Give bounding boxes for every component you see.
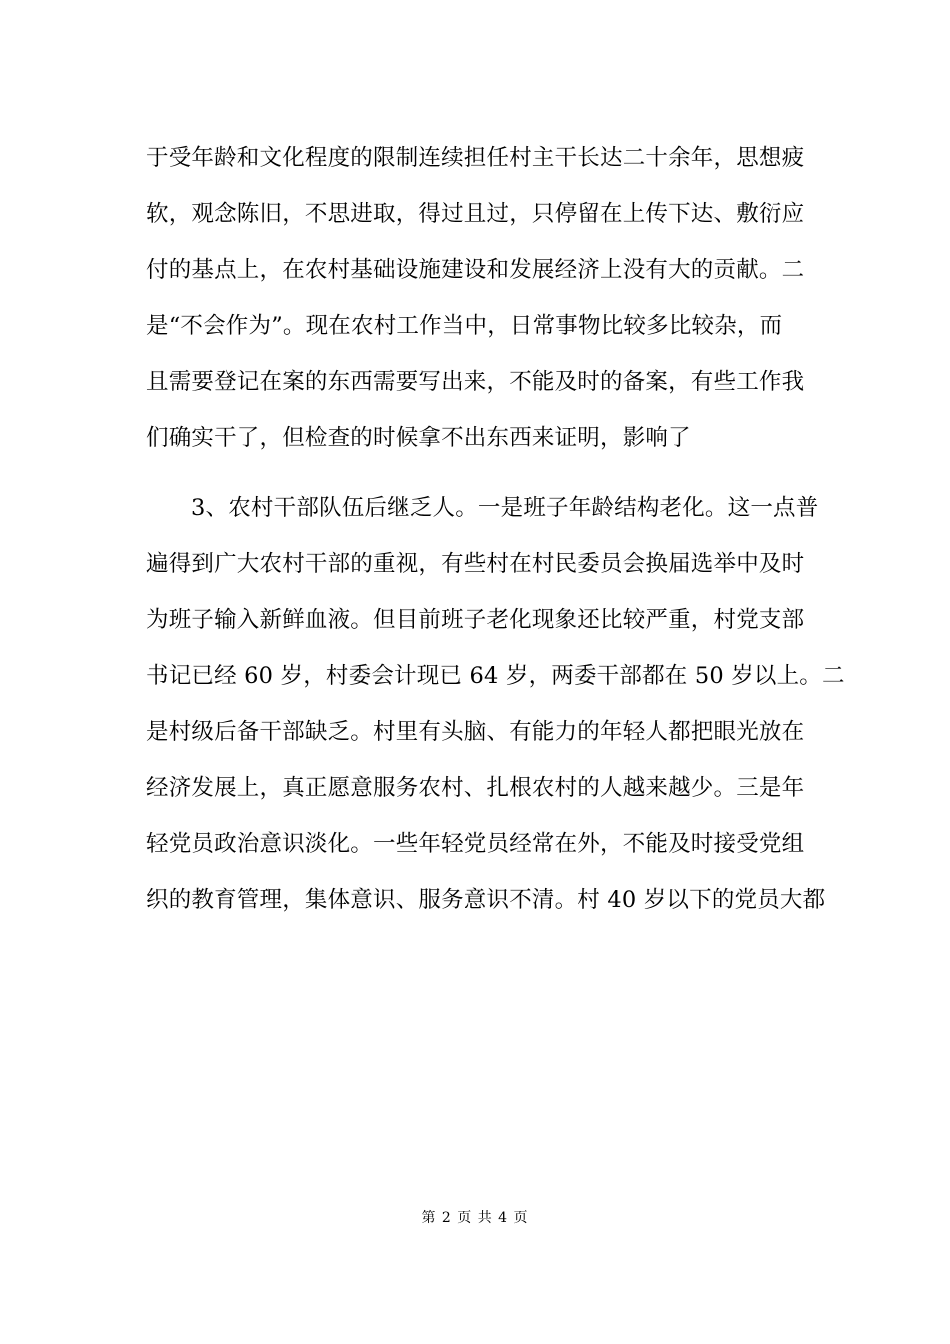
text-line-3: 付的基点上，在农村基础设施建设和发展经济上没有大的贡献。二: [146, 257, 805, 283]
text-line-2: 软，观念陈旧，不思进取，得过且过，只停留在上传下达、敷衍应: [146, 201, 805, 227]
paragraph-gap: [146, 470, 810, 484]
text-line-6: 们确实干了，但检查的时候拿不出东西来证明，影响了: [146, 425, 691, 451]
text-line-13: 轻党员政治意识淡化。一些年轻党员经常在外，不能及时接受党组: [146, 831, 805, 857]
body-text: [146, 134, 845, 932]
text-line-9: 为班子输入新鲜血液。但目前班子老化现象还比较严重，村党支部: [146, 607, 805, 633]
text-line-1: 于受年龄和文化程度的限制连续担任村主干长达二十余年，思想疲: [146, 145, 805, 171]
text-line-11: 是村级后备干部缺乏。村里有头脑、有能力的年轻人都把眼光放在: [146, 719, 805, 745]
text-line-7: 3、农村干部队伍后继乏人。一是班子年龄结构老化。这一点普: [191, 495, 819, 521]
text-line-5: 且需要登记在案的东西需要写出来，不能及时的备案，有些工作我: [146, 369, 805, 395]
page-number-footer: 第 2 页 共 4 页: [421, 1210, 529, 1226]
text-line-10: 书记已经 60 岁，村委会计现已 64 岁，两委干部都在 50 岁以上。二: [146, 663, 845, 689]
text-line-4: 是“不会作为”。现在农村工作当中，日常事物比较多比较杂，而: [146, 313, 783, 339]
text-line-8: 遍得到广大农村干部的重视，有些村在村民委员会换届选举中及时: [146, 551, 805, 577]
text-line-12: 经济发展上，真正愿意服务农村、扎根农村的人越来越少。三是年: [146, 775, 805, 801]
text-line-14: 织的教育管理，集体意识、服务意识不清。村 40 岁以下的党员大都: [146, 887, 826, 913]
